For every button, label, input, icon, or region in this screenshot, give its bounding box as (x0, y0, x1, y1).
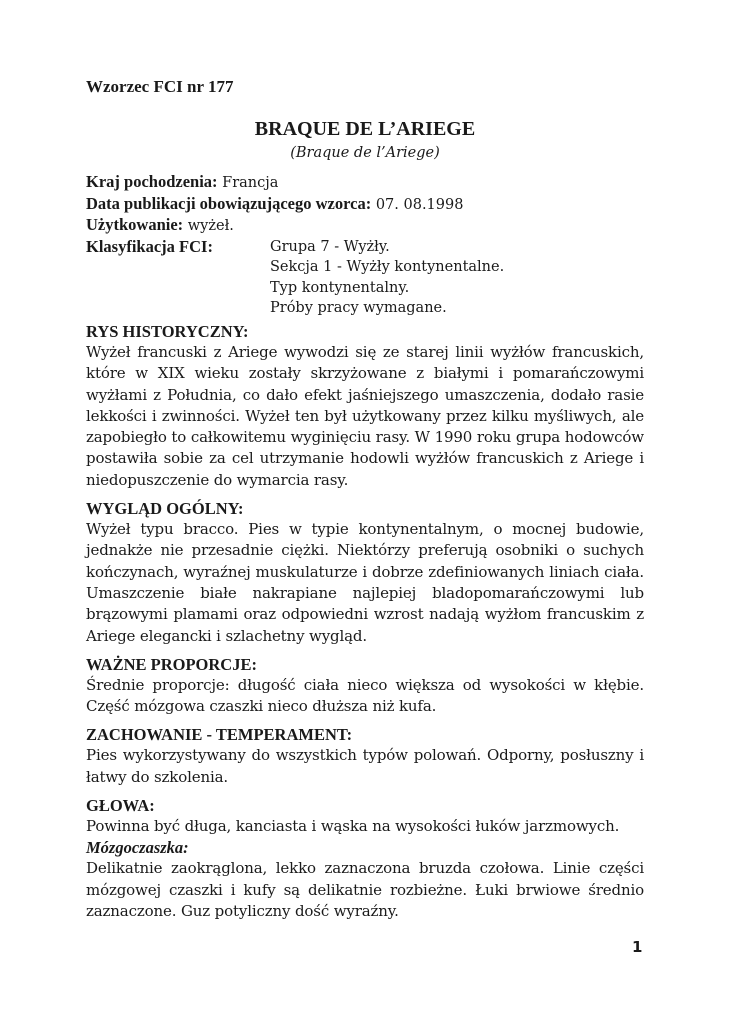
pubdate-label: Data publikacji obowiązującego wzorca: (86, 193, 372, 213)
pubdate-row (86, 194, 644, 216)
fci-classification (86, 237, 644, 319)
page-number: 1 (632, 938, 643, 956)
section-appearance (86, 498, 644, 647)
usage-label: Użytkowanie: (86, 215, 184, 234)
fci-label: Klasyfikacja FCI: (86, 236, 213, 256)
section-heading: GŁOWA: (86, 796, 155, 816)
pubdate-value: 07. 08.1998 (371, 196, 464, 213)
section-proportions (86, 654, 644, 718)
section-head (86, 795, 644, 922)
breed-title: BRAQUE DE L’ARIEGE (254, 118, 476, 140)
country-label: Kraj pochodzenia: (86, 172, 218, 191)
section-heading: WAŻNE PROPORCJE: (86, 654, 257, 674)
fci-trials: Próby pracy wymagane. (270, 300, 447, 316)
section-text: Wyżeł typu bracco. Pies w typie kontynentalnym, o mocnej budowie, jednakże nie przesadnie ciężki. Niektórzy preferują osobniki o suchych kończynach, wyraźnej muskulaturze i dobrze zdefiniowanych liniach ciała. Umaszczenie białe nakrapiane najlepiej bladopomarańczowymi lub brązowymi plamami oraz odpowiedni wzrost nadają wyżłom francuskim z Ariege elegancki i szlachetny wygląd. (86, 520, 644, 645)
fci-group: Grupa 7 - Wyżły. (270, 238, 390, 255)
meta-block (86, 172, 644, 319)
section-text: Średnie proporcje: długość ciała nieco większa od wysokości w kłębie. Część mózgowa czaszki nieco dłuższa niż kufa. (86, 675, 644, 716)
country-row (86, 172, 644, 194)
country-value: Francja (217, 175, 279, 191)
section-text: Pies wykorzystywany do wszystkich typów polowań. Odporny, posłuszny i łatwy do szkolenia. (86, 746, 644, 786)
section-temperament (86, 724, 644, 788)
fci-lines (270, 237, 504, 319)
section-heading: RYS HISTORYCZNY: (86, 322, 249, 341)
subsection-text: Delikatnie zaokrąglona, lekko zaznaczona bruzda czołowa. Linie części mózgowej czaszki i kufy są delikatnie rozbieżne. Łuki brwiowe średnio zaznaczone. Guz potyliczny dość wyraźny. (86, 859, 644, 920)
sections (86, 321, 644, 929)
breed-subtitle: (Braque de l’Ariege) (290, 145, 440, 161)
standard-number: Wzorzec FCI nr 177 (86, 77, 234, 96)
section-text: Powinna być długa, kanciasta i wąska na wysokości łuków jarzmowych. (86, 817, 620, 836)
fci-type: Typ kontynentalny. (270, 279, 410, 296)
subsection-heading: Mózgoczaszka: (86, 838, 189, 858)
fci-section: Sekcja 1 - Wyżły kontynentalne. (270, 259, 505, 275)
usage-row (86, 215, 644, 237)
section-text: Wyżeł francuski z Ariege wywodzi się ze starej linii wyżłów francuskich, które w XIX wieku zostały skrzyżowane z białymi i pomarańczowymi wyżłami z Południa, co dało efekt jaśniejszego umaszczenia, dodało rasie lekkości i zwinności. Wyżeł ten był użytkowany przez kilku myśliwych, ale zapobiegło to całkowitemu wyginięciu rasy. W 1990 roku grupa hodowców postawiła sobie za cel utrzymanie hodowli wyżłów francuskich z Ariege i niedopuszczenie do wymarcia rasy. (86, 343, 644, 489)
section-history (86, 321, 644, 491)
section-heading: WYGLĄD OGÓLNY: (86, 499, 244, 519)
section-heading: ZACHOWANIE - TEMPERAMENT: (86, 725, 353, 745)
usage-value: wyżeł. (183, 218, 234, 234)
